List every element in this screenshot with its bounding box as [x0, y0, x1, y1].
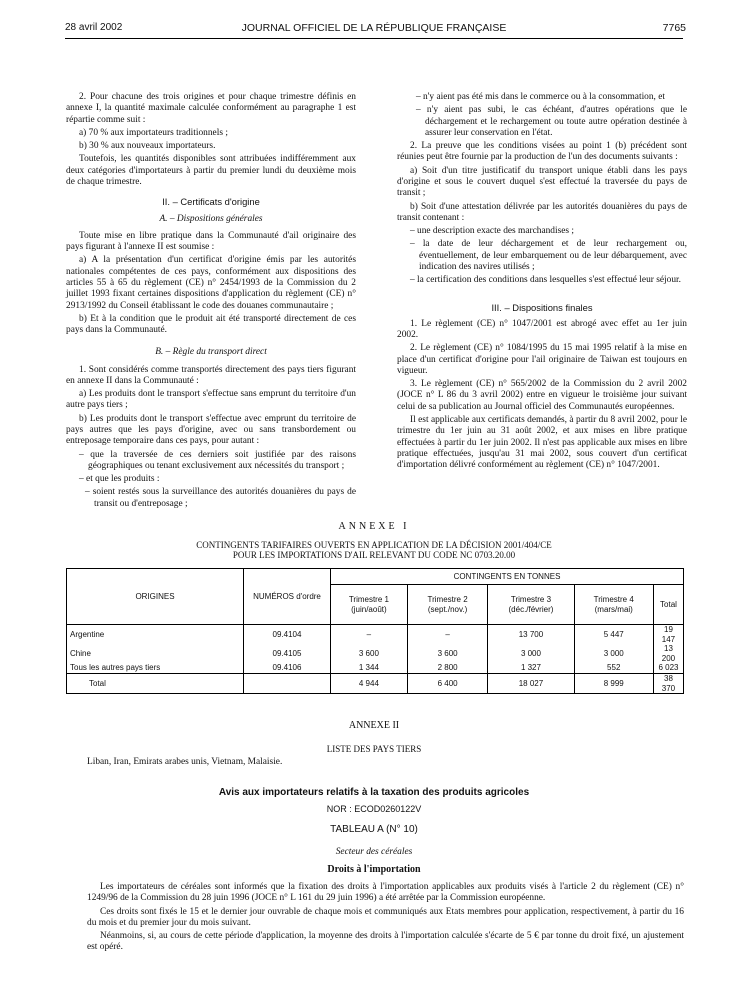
table-cell: Argentine	[67, 625, 244, 645]
paragraph: Ces droits sont fixés le 15 et le dernier jour ouvrable de chaque mois et communiqués aux Etats membres pour application, respectivement, à partir du 16 du mois et du premier jour du mois suivant.	[87, 906, 684, 928]
annex-title: ANNEXE I	[338, 521, 410, 532]
table-total-row	[67, 673, 684, 693]
paragraph: 1. Le règlement (CE) n° 1047/2001 est abrogé avec effet au 1er juin 2002.	[397, 318, 687, 341]
header-rule	[65, 38, 683, 39]
table-cell: 5 447	[574, 625, 653, 645]
dash-item: – et que les produits :	[79, 474, 160, 485]
table-row	[67, 663, 684, 673]
list-item: a) 70 % aux importateurs traditionnels ;	[79, 127, 228, 138]
table-cell: –	[407, 625, 488, 645]
table-cell: 09.4106	[244, 663, 331, 673]
table-cell: 6 400	[407, 673, 488, 693]
column-header: Trimestre 3 (déc./février)	[488, 585, 574, 625]
paragraph: 2. Le règlement (CE) n° 1084/1995 du 15 mai 1995 relatif à la mise en place d'un certificat d'origine pour l'ail originaire de Taiwan est toujours en vigueur.	[397, 343, 687, 376]
section-subheading: B. – Règle du transport direct	[155, 347, 267, 358]
column-header: Trimestre 4 (mars/mai)	[574, 585, 653, 625]
table-cell: –	[331, 625, 408, 645]
list-item: a) Soit d'un titre justificatif du transport unique établi dans les pays d'origine et sous le couvert duquel s'est effectué la traversée du pays de transit ;	[397, 165, 687, 199]
column-header: ORIGINES	[67, 569, 244, 625]
column-header: Total	[653, 585, 683, 625]
table-cell: 09.4105	[244, 644, 331, 663]
list-item: b) Et à la condition que le produit ait été transporté directement de ces pays dans la Communauté.	[66, 313, 356, 336]
list-item: b) Les produits dont le transport s'effectue avec emprunt du territoire de pays autres que les pays d'origine, avec ou sans transbordement ou entreposage temporaire dans ces pays, pour autant :	[66, 413, 356, 447]
table-cell: 18 027	[488, 673, 574, 693]
dash-item: – une description exacte des marchandises ;	[410, 226, 575, 237]
annex-subtitle: POUR LES IMPORTATIONS D'AIL RELEVANT DU CODE NC 0703.20.00	[232, 550, 516, 560]
table-cell: Chine	[67, 644, 244, 663]
paragraph: 1. Sont considérés comme transportés directement des pays tiers figurant en annexe II dans la Communauté :	[66, 364, 356, 386]
page-number: 7765	[662, 22, 686, 34]
list-item: a) Les produits dont le transport s'effectue sans emprunt du territoire d'un autre pays tiers ;	[66, 389, 356, 411]
table-cell	[244, 673, 331, 693]
table-cell: 3 000	[488, 644, 574, 663]
table-cell: 13 700	[488, 625, 574, 645]
table-cell: 552	[574, 663, 653, 673]
table-cell: 2 800	[407, 663, 488, 673]
notice-body	[87, 882, 684, 956]
table-cell: 13 200	[653, 644, 683, 663]
dash-item: – que la traversée de ces derniers soit justifiée par des raisons géographiques ou tenant exclusivement aux nécessités du transport ;	[79, 449, 356, 471]
section-subheading: A. – Dispositions générales	[159, 213, 263, 224]
paragraph: 2. La preuve que les conditions visées au point 1 (b) précédent sont réunies peut être fournie par la production de l'un des documents suivants :	[397, 141, 687, 163]
sector-heading: Secteur des céréales	[335, 847, 413, 857]
dash-item: – la certification des conditions dans lesquelles s'est effectué leur séjour.	[410, 275, 681, 286]
column-group-header: CONTINGENTS EN TONNES	[331, 569, 684, 585]
tableau-heading: TABLEAU A (N° 10)	[330, 824, 418, 835]
paragraph: 3. Le règlement (CE) n° 565/2002 de la Commission du 2 avril 2002 (JOCE n° L 86 du 3 avril 2002) entre en vigueur le troisième jour suivant celui de sa publication au Journal officiel des Communautés européennes.	[397, 379, 687, 412]
list-item: b) 30 % aux nouveaux importateurs.	[79, 141, 216, 152]
dash-item: – soient restés sous la surveillance des autorités douanières du pays de transit ou d'entreposage ;	[85, 487, 356, 509]
table-cell: 1 344	[331, 663, 408, 673]
column-header: NUMÉROS d'ordre	[244, 569, 331, 625]
paragraph: 2. Pour chacune des trois origines et pour chaque trimestre définis en annexe I, la quantité maximale calculée conformément au paragraphe 1 est répartie comme suit :	[66, 92, 356, 125]
dash-item: – la date de leur déchargement et de leur rechargement ou, éventuellement, de leur embarquement ou de leur débarquement, avec indication des navires utilisés ;	[410, 239, 687, 272]
table-cell: Tous les autres pays tiers	[67, 663, 244, 673]
section-heading: III. – Dispositions finales	[491, 301, 593, 313]
duties-heading: Droits à l'importation	[327, 864, 421, 875]
dash-item: – n'y aient pas subi, le cas échéant, d'autres opérations que le déchargement et le rechargement ou toute autre opération destinée à assurer leur conservation en l'état.	[416, 105, 687, 138]
quota-table	[66, 568, 684, 694]
annex-subtitle: CONTINGENTS TARIFAIRES OUVERTS EN APPLICATION DE LA DÉCISION 2001/404/CE	[196, 540, 552, 550]
table-cell: Total	[67, 673, 244, 693]
column-header: Trimestre 1 (juin/août)	[331, 585, 408, 625]
nor-reference: NOR : ECOD0260122V	[326, 804, 422, 814]
table-row	[67, 625, 684, 645]
dash-item: – n'y aient pas été mis dans le commerce ou à la consommation, et	[416, 92, 666, 102]
header-date: 28 avril 2002	[65, 22, 123, 33]
annex-subtitle: LISTE DES PAYS TIERS	[326, 744, 422, 754]
section-heading: II. – Certificats d'origine	[162, 196, 260, 208]
table-cell: 3 600	[407, 644, 488, 663]
table-row	[67, 644, 684, 663]
country-list: Liban, Iran, Emirats arabes unis, Vietnam, Malaisie.	[87, 757, 283, 767]
list-item: b) Soit d'une attestation délivrée par les autorités douanières du pays de transit contenant :	[397, 201, 687, 223]
table-cell: 3 000	[574, 644, 653, 663]
table-cell: 38 370	[653, 673, 683, 693]
paragraph: Toute mise en libre pratique dans la Communauté d'ail originaire des pays figurant à l'annexe II est soumise :	[66, 230, 356, 253]
table-cell: 6 023	[653, 663, 683, 673]
table-cell: 19 147	[653, 625, 683, 645]
annex-title: ANNEXE II	[348, 720, 400, 731]
journal-title: JOURNAL OFFICIEL DE LA RÉPUBLIQUE FRANÇAISE	[241, 22, 507, 34]
table-cell: 4 944	[331, 673, 408, 693]
paragraph: Néanmoins, si, au cours de cette période d'application, la moyenne des droits à l'importation calculée s'écarte de 5 € par tonne du droit fixé, un ajustement est opéré.	[87, 931, 684, 953]
column-header: Trimestre 2 (sept./nov.)	[407, 585, 488, 625]
paragraph: Toutefois, les quantités disponibles sont attribuées indifféremment aux deux catégories d'importateurs à partir du premier lundi du deuxième mois de chaque trimestre.	[66, 154, 356, 187]
right-column	[397, 92, 687, 473]
left-column	[66, 92, 356, 512]
table-cell: 1 327	[488, 663, 574, 673]
paragraph: Il est applicable aux certificats demandés, à partir du 8 avril 2002, pour le trimestre du 1er juin au 31 août 2002, et aux mises en libre pratique effectuées à partir du 1er juin 2002. Il n'est pas applicable aux mises en libre pratique effectuées, jusqu'au 31 mai 2002, sous couvert d'un certificat d'importation délivré conformément au règlement (CE) n° 1047/2001.	[397, 415, 687, 471]
table-cell: 8 999	[574, 673, 653, 693]
table-cell: 09.4104	[244, 625, 331, 645]
list-item: a) A la présentation d'un certificat d'origine émis par les autorités nationales compétentes de ces pays, conformément aux dispositions des articles 55 à 65 du règlement (CE) n° 2454/1993 de la Commission du 2 juillet 1993 fixant certaines dispositions d'application du règlement (CE) n° 2913/1992 du Conseil établissant le code des douanes communautaire ;	[66, 255, 356, 311]
table-cell: 3 600	[331, 644, 408, 663]
notice-title: Avis aux importateurs relatifs à la taxation des produits agricoles	[218, 787, 530, 798]
paragraph: Les importateurs de céréales sont informés que la fixation des droits à l'importation applicables aux produits visés à l'article 2 du règlement (CE) n° 1249/96 de la Commission du 28 juin 1996 (JOCE n° L 161 du 29 juin 1996) a été arrêtée par la Commission européenne.	[87, 882, 684, 904]
